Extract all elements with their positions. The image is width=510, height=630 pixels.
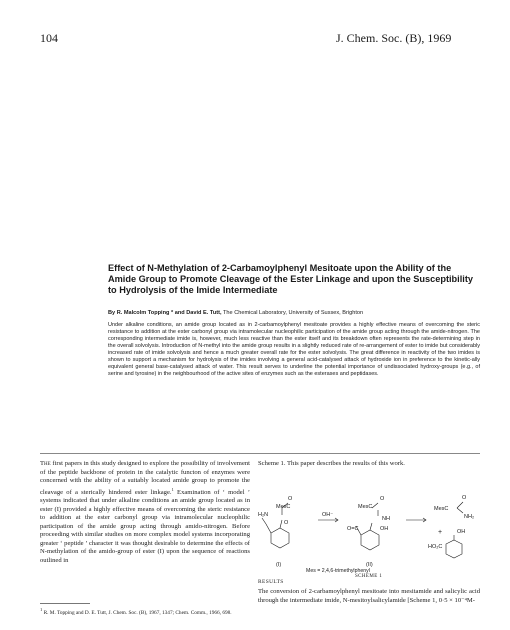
- article-title: Effect of N-Methylation of 2-Carbamoylphenyl Mesitoate upon the Ability of the Amide Group to Promote Cleavage of the Ester Linkage and upon the Susceptibility to Hydrolysis of the Imide Intermediate: [108, 263, 474, 295]
- scheme-label-nh2: NH₂: [464, 514, 475, 520]
- reference-marker: 1: [171, 486, 174, 492]
- compound-label-2: (II): [366, 562, 373, 568]
- authors: By R. Malcolm Topping * and David E. Tutt,: [108, 310, 222, 316]
- intro-paragraph-1: first papers in this study designed to explore the possibility of involvement of the peptide backbone of protein in the catalytic functon of enzymes were concerned with the ability of a suitably located amide group to promote the cleavage of a sterically hindered ester linkage.: [40, 460, 250, 496]
- scheme-label-o-ring: O: [284, 520, 289, 526]
- results-heading: RESULTS: [258, 579, 284, 585]
- scheme-label-ho2c: HO₂C: [428, 544, 443, 550]
- scheme-label-nh: NH: [382, 516, 390, 522]
- benzene-ring-3: [446, 540, 462, 558]
- scheme-label-oh-minus: OH⁻: [322, 512, 334, 518]
- scheme-caption: SCHEME 1: [355, 574, 383, 579]
- footnote-text: R. M. Topping and D. E. Tutt, J. Chem. Soc. (B), 1967, 1347; Chem. Comm., 1966, 698.: [42, 609, 232, 616]
- footnote-divider: [40, 603, 90, 604]
- scheme-label-h2n: H₂N: [258, 512, 269, 518]
- section-divider: [40, 453, 480, 454]
- author-line: [108, 310, 480, 317]
- footnote: [40, 607, 250, 616]
- scheme-label-oh-3: OH: [457, 529, 466, 535]
- scheme-label-o-2: O: [380, 496, 385, 502]
- scheme-label-o-1: O: [288, 496, 293, 502]
- introduction-text: [40, 460, 250, 565]
- journal-running-head: J. Chem. Soc. (B), 1969: [336, 31, 452, 45]
- scheme-label-o-3: O: [462, 495, 467, 501]
- benzene-ring-2: [361, 530, 379, 550]
- scheme-label-oh-2: OH: [380, 526, 389, 532]
- scheme-label-mesc-3: MesC: [434, 506, 449, 512]
- scheme-intro-text: Scheme 1. This paper describes the results of this work.: [258, 460, 405, 467]
- intro-paragraph-2: Examination of ‘ model ’ systems indicated that under alkaline conditions an amide group located as in ester (I) provided a highly effective means of overcoming the steric resistance to addition at the ester carbonyl group via intramolecular nucleophilic participation of the amide group acting through amido-nitrogen. Before proceeding with similar studies on more complex model systems incorporating greater ‘ peptide ’ character it was thought desirable to determine the effects of N-methylation of the amido-group of ester (I) upon the sequence of reactions outlined in: [40, 488, 250, 564]
- scheme-label-mesc-2: MesC: [358, 504, 373, 510]
- compound-label-1: (I): [276, 562, 282, 568]
- intro-lead-word: The: [40, 460, 51, 467]
- scheme-label-plus: +: [438, 529, 443, 536]
- scheme-label-o-eq-c: O=C: [347, 526, 359, 532]
- scheme-1-diagram: [258, 478, 480, 578]
- benzene-ring-1: [271, 528, 289, 548]
- mes-definition: Mes = 2,4,6-trimethylphenyl: [306, 568, 370, 574]
- results-text: The conversion of 2-carbamoylphenyl mesitoate into mesitamide and salicylic acid through the intermediate imide, N-mesitoylsalicylamide [Scheme 1, 0·5 × 10⁻⁴M-: [258, 588, 480, 604]
- affiliation: The Chemical Laboratory, University of Sussex, Brighton: [223, 310, 364, 316]
- abstract: Under alkaline conditions, an amide group located as in 2-carbamoylphenyl mesitoate provides a highly effective means of overcoming the steric resistance to addition at the ester carbonyl group via intramolecular nucleophilic participation of the amide group acting through the amide-nitrogen. The corresponding intermediate imide is, however, much less reactive than the ester itself and its breakdown often represents the rate-determining step in the overall solvolysis. Introduction of N-methyl into the amide group results in a slightly reduced rate of re-arrangement of ester to imide but considerably increased rate of imide solvolysis and hence a much greater overall rate for the ester solvolysis. The great difference in reactivity of the two imides is shown to support a mechanism for hydrolysis of the imides involving a general acid-catalysed attack of hydroxide ion in preference to the kinetic-ally equivalent general base-catalysed attack of water. This result serves to underline the potential importance of undissociated hydroxy-groups (e.g., of serine and tyrosine) in the neighbourhood of the active sites of enzymes such as the esterases and peptidases.: [108, 322, 480, 378]
- page-number: 104: [40, 31, 58, 45]
- scheme-label-mesc-1: MesC: [276, 504, 291, 510]
- footnote-number: 1: [40, 607, 43, 612]
